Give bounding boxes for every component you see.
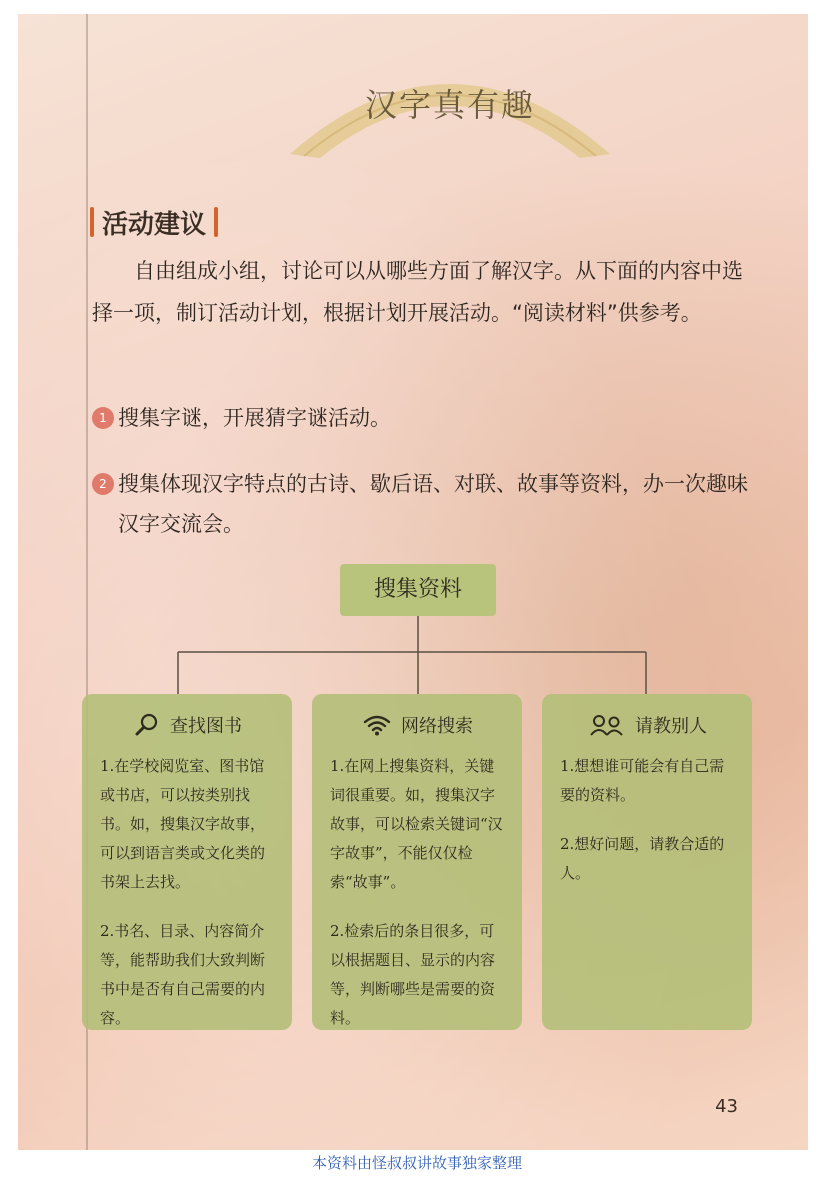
diagram-root-box: 搜集资料 (340, 564, 496, 616)
card-paragraph: 1.想想谁可能会有自己需要的资料。 (560, 757, 725, 804)
card-header (100, 708, 276, 742)
wifi-icon (363, 714, 391, 736)
bullet-mark-icon: 1 (92, 407, 114, 429)
card-paragraph: 2.想好问题，请教合适的人。 (560, 835, 725, 882)
activity-text: 搜集体现汉字特点的古诗、歇后语、对联、故事等资料，办一次趣味汉字交流会。 (118, 472, 748, 536)
footer-credit: 本资料由怪叔叔讲故事独家整理 (311, 1154, 522, 1172)
activity-item-2 (92, 464, 764, 544)
textbook-page (18, 14, 808, 1150)
card-title: 网络搜索 (401, 716, 473, 737)
intro-paragraph: 自由组成小组，讨论可以从哪些方面了解汉字。从下面的内容中选择一项，制订活动计划，根据计划开展活动。“阅读材料”供参考。 (92, 259, 743, 325)
title-banner (280, 34, 620, 174)
activity-item-1 (92, 398, 764, 438)
card-title: 请教别人 (635, 716, 707, 737)
page-title: 汉字真有趣 (364, 86, 535, 124)
card-paragraph: 1.在网上搜集资料，关键词很重要。如，搜集汉字故事，可以检索关键词“汉字故事”，不能仅仅检索“故事”。 (330, 757, 503, 891)
section-bar-left (90, 207, 94, 237)
activity-text: 搜集字谜，开展猜字谜活动。 (118, 406, 391, 430)
card-find-books (82, 694, 292, 1030)
people-icon (589, 713, 625, 737)
card-ask-others (542, 694, 752, 1030)
card-paragraph: 2.检索后的条目很多，可以根据题目、显示的内容等，判断哪些是需要的资料。 (330, 922, 496, 1027)
card-title: 查找图书 (170, 716, 242, 737)
card-web-search (312, 694, 522, 1030)
bullet-mark-icon: 2 (92, 473, 114, 495)
section-title: 活动建议 (102, 209, 207, 240)
card-paragraph: 2.书名、目录、内容简介等，能帮助我们大致判断书中是否有自己需要的内容。 (100, 922, 266, 1027)
card-header (560, 708, 736, 742)
section-bar-right (214, 207, 218, 237)
card-header (330, 708, 506, 742)
section-header (90, 202, 218, 242)
card-paragraph: 1.在学校阅览室、图书馆或书店，可以按类别找书。如，搜集汉字故事，可以到语言类或文化类的书架上去找。 (100, 757, 266, 891)
page-number: 43 (715, 1096, 738, 1117)
magnifier-icon (134, 712, 160, 738)
